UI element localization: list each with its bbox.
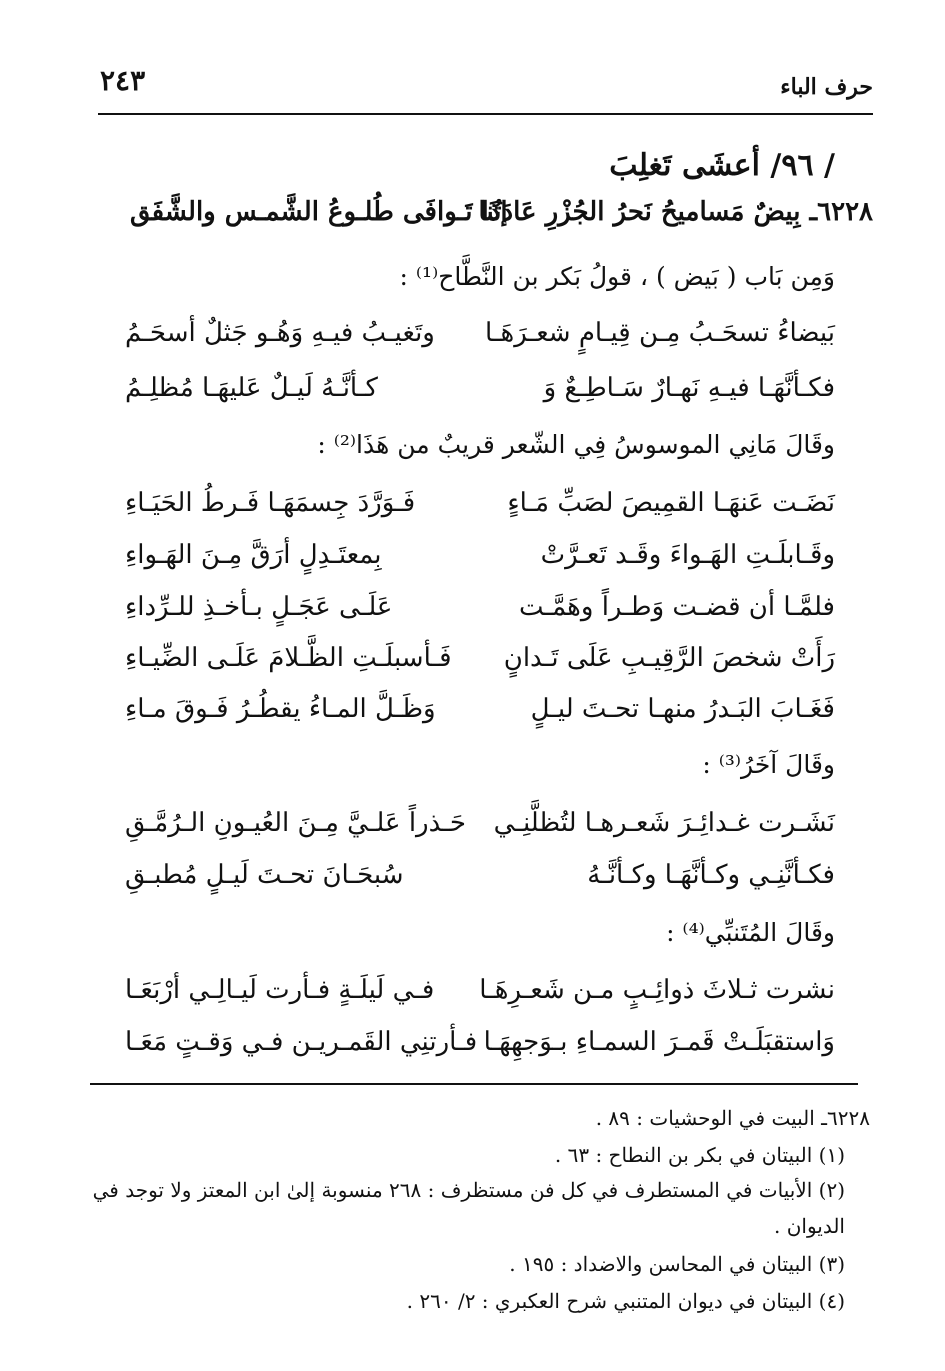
poem1-verse2-left: كـأنَّـهُ لَيـلٌ عَليهَـا مُظلِـمُ xyxy=(125,373,378,403)
poem2-verse1-left: فَـوَرَّدَ جِسمَهَـا فَـرطُ الحَيَـاءِ xyxy=(125,488,416,518)
poem2-verse3-right: فلمَّـا أن قضـت وَطـراً وهَمَّـت xyxy=(519,592,835,622)
intro-line-3: وقَالَ آخَرُ⁽³⁾ : xyxy=(702,750,835,779)
header-rule xyxy=(98,113,873,115)
poem1-verse1-right: بَيضاءُ تسحَـبُ مِـن قِيـامٍ شعـرَهَـا xyxy=(485,318,835,348)
poem4-verse2-left: فـأرتنِي القَمـريـن فـي وَقـتٍ مَعَـا xyxy=(125,1027,478,1057)
poem2-verse4-left: فَـأسبلَـتِ الظَّـلامَ عَلَـى الضِّيـاءِ xyxy=(125,643,452,673)
poem2-verse2-right: وقَـابلَـتِ الهَـواءَ وقَـد تَعـرَّتْ xyxy=(540,540,835,570)
running-header-title: حرف الباء xyxy=(780,74,873,100)
poem2-verse4-right: رَأَتْ شخصَ الرَّقِيـبِ عَلَى تَـدانٍ xyxy=(503,643,835,673)
footnote-1: (١) البيتان في بكر بن النطاح : ٦٣ . xyxy=(554,1143,845,1167)
poem1-verse1-left: وتَغيـبُ فيـهِ وَهُـو جَثلٌ أسحَـمُ xyxy=(125,318,435,348)
footnote-main: ٦٢٢٨ـ البيت في الوحشيات : ٨٩ . xyxy=(595,1106,870,1130)
page-number: ٢٤٣ xyxy=(100,64,146,97)
poem3-verse1-right: نَشَـرت غـدائِـرَ شَعـرهـا لتُظلَّنِـي xyxy=(493,808,835,838)
poem4-verse2-right: وَاستقبَلَـتْ قَمـرَ السمـاءِ بـوَجهِهَـا xyxy=(483,1027,835,1057)
poem2-verse3-left: عَلَـى عَجَـلٍ بـأخـذِ للـرِّداءِ xyxy=(125,592,393,622)
poem2-verse2-left: بِمعتَـدِلٍ أرَقَّ مِـنَ الهَـواءِ xyxy=(125,540,382,570)
main-verse-first-hemistich: ٦٢٢٨ـ بِيضٌ مَساميحُ نَحرُ الجُزْرِ عَادَتُنا xyxy=(478,197,873,227)
footnote-rule xyxy=(90,1083,858,1085)
poem4-verse1-left: فـي لَيلَـةٍ فـأرت لَيـالِـي أرْبَعَـا xyxy=(125,975,435,1005)
footnote-3: (٣) البيتان في المحاسن والاضداد : ١٩٥ . xyxy=(509,1252,845,1276)
footnote-4: (٤) البيتان في ديوان المتنبي شرح العكبري : ٢/ ٢٦٠ . xyxy=(406,1289,845,1313)
poem2-verse5-left: وَظَـلَّ المـاءُ يقطُـرُ فَـوقَ مـاءِ xyxy=(125,694,436,724)
section-heading: / ٩٦/ أعشَى تَغلِبَ xyxy=(609,148,835,183)
poem2-verse5-right: فَغَـابَ البَـدرُ منهـا تحـتَ ليـلٍ xyxy=(530,694,835,724)
footnote-2: (٢) الأبيات في المستطرف في كل فن مستظرف : ٢٦٨ منسوبة إلىٰ ابن المعتز ولا توجد في الديوان . xyxy=(92,1178,845,1238)
poem3-verse2-right: فكـأنَّنِـي وكـأنَّهَـا وكـأنَّـهُ xyxy=(587,860,835,890)
poem4-verse1-right: نشرت ثـلاثَ ذوائِـبٍ مـن شَعـرِهَـا xyxy=(479,975,835,1005)
poem3-verse2-left: سُبحَـانَ تحـتَ لَيـلٍ مُطبـقِ xyxy=(125,860,404,890)
intro-line-1: وَمِن بَاب ( بَيض ) ، قولُ بَكر بن النَّطَّاح⁽¹⁾ : xyxy=(399,262,835,291)
intro-line-4: وقَالَ المُتَنبِّي⁽⁴⁾ : xyxy=(666,918,835,947)
poem3-verse1-left: حَـذراً عَلـيَّ مِـنَ العُيـونِ الـرُمَّـقِ xyxy=(125,808,466,838)
poem1-verse2-right: فكـأنَّهَـا فيـهِ نَهـارٌ سَـاطِـعٌ وَ xyxy=(543,373,835,403)
intro-line-2: وقَالَ مَانِي الموسوسُ فِي الشّعر قريبٌ من هَذَا⁽²⁾ : xyxy=(317,430,835,459)
poem2-verse1-right: نَضَـت عَنهَـا القمِيصَ لصَبِّ مَـاءٍ xyxy=(507,488,835,518)
main-verse-second-hemistich: إذَا تَـوافَى طُلـوعُ الشَّمـس والشَّفَق xyxy=(130,197,508,227)
